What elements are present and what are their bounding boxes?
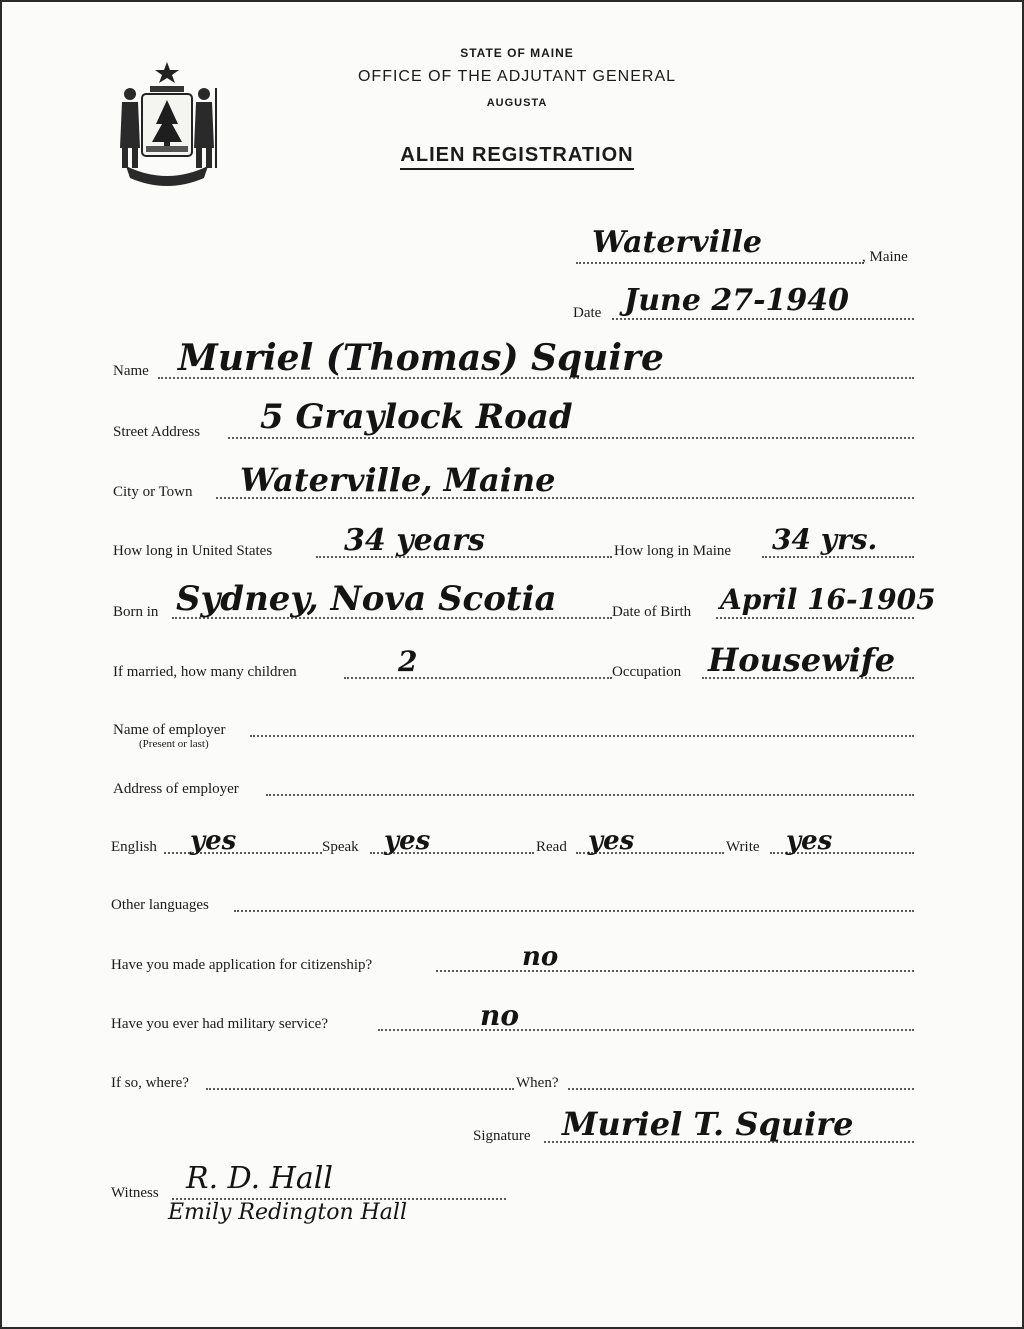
citizenship-value: no: [522, 942, 559, 972]
name-label: Name: [113, 363, 149, 379]
street-address-line: [228, 437, 914, 439]
how-long-us-label: How long in United States: [113, 543, 273, 559]
write-value: yes: [786, 826, 833, 856]
signature-label: Signature: [473, 1128, 531, 1144]
signature-value: Muriel T. Squire: [562, 1105, 854, 1143]
town-value: Waterville: [592, 225, 762, 260]
other-languages-line: [234, 910, 914, 912]
born-in-label: Born in: [113, 604, 159, 620]
city-heading: AUGUSTA: [486, 97, 548, 109]
children-label: If married, how many children: [113, 664, 297, 680]
occupation-label: Occupation: [612, 664, 682, 680]
state-heading: STATE OF MAINE: [460, 46, 574, 60]
where-line: [206, 1088, 514, 1090]
name-value: Muriel (Thomas) Squire: [178, 337, 664, 379]
street-address-value: 5 Graylock Road: [260, 397, 573, 437]
city-town-label: City or Town: [113, 484, 193, 500]
date-label: Date: [573, 305, 602, 321]
read-label: Read: [536, 839, 567, 855]
how-long-us-value: 34 years: [344, 523, 485, 558]
form-title: ALIEN REGISTRATION: [0, 144, 1024, 167]
employer-address-line: [266, 794, 914, 796]
witness-second-value: Emily Redington Hall: [168, 1200, 407, 1225]
citizenship-label: Have you made application for citizenship?: [111, 957, 373, 973]
street-address-label: Street Address: [113, 424, 201, 440]
town-line: [576, 262, 864, 264]
english-label: English: [111, 839, 157, 855]
english-line: [164, 852, 322, 854]
how-long-maine-line: [762, 556, 914, 558]
date-of-birth-value: April 16-1905: [720, 583, 936, 616]
date-line: [612, 318, 914, 320]
maine-suffix-label: , Maine: [862, 249, 908, 265]
children-value: 2: [398, 645, 418, 678]
when-line: [568, 1088, 914, 1090]
city-town-value: Waterville, Maine: [240, 461, 556, 499]
office-heading: OFFICE OF THE ADJUTANT GENERAL: [357, 68, 677, 85]
citizenship-line: [436, 970, 914, 972]
military-label: Have you ever had military service?: [111, 1016, 328, 1032]
english-value: yes: [190, 826, 237, 856]
employer-address-label: Address of employer: [113, 781, 239, 797]
date-of-birth-label: Date of Birth: [612, 604, 692, 620]
how-long-maine-label: How long in Maine: [614, 543, 732, 559]
witness-value: R. D. Hall: [186, 1161, 333, 1196]
when-label: When?: [516, 1075, 559, 1091]
military-value: no: [480, 999, 520, 1032]
witness-label: Witness: [111, 1185, 159, 1201]
employer-name-line: [250, 735, 914, 737]
children-line: [344, 677, 612, 679]
speak-value: yes: [384, 826, 431, 856]
how-long-maine-value: 34 yrs.: [772, 523, 878, 556]
speak-label: Speak: [322, 839, 359, 855]
date-value: June 27-1940: [624, 283, 850, 318]
employer-name-label: Name of employer: [113, 722, 226, 738]
where-label: If so, where?: [111, 1075, 189, 1091]
date-of-birth-line: [716, 617, 914, 619]
employer-note: (Present or last): [139, 738, 209, 750]
other-languages-label: Other languages: [111, 897, 209, 913]
read-value: yes: [588, 826, 635, 856]
occupation-value: Housewife: [708, 641, 896, 679]
write-label: Write: [726, 839, 760, 855]
military-line: [378, 1029, 914, 1031]
born-in-value: Sydney, Nova Scotia: [176, 579, 557, 619]
